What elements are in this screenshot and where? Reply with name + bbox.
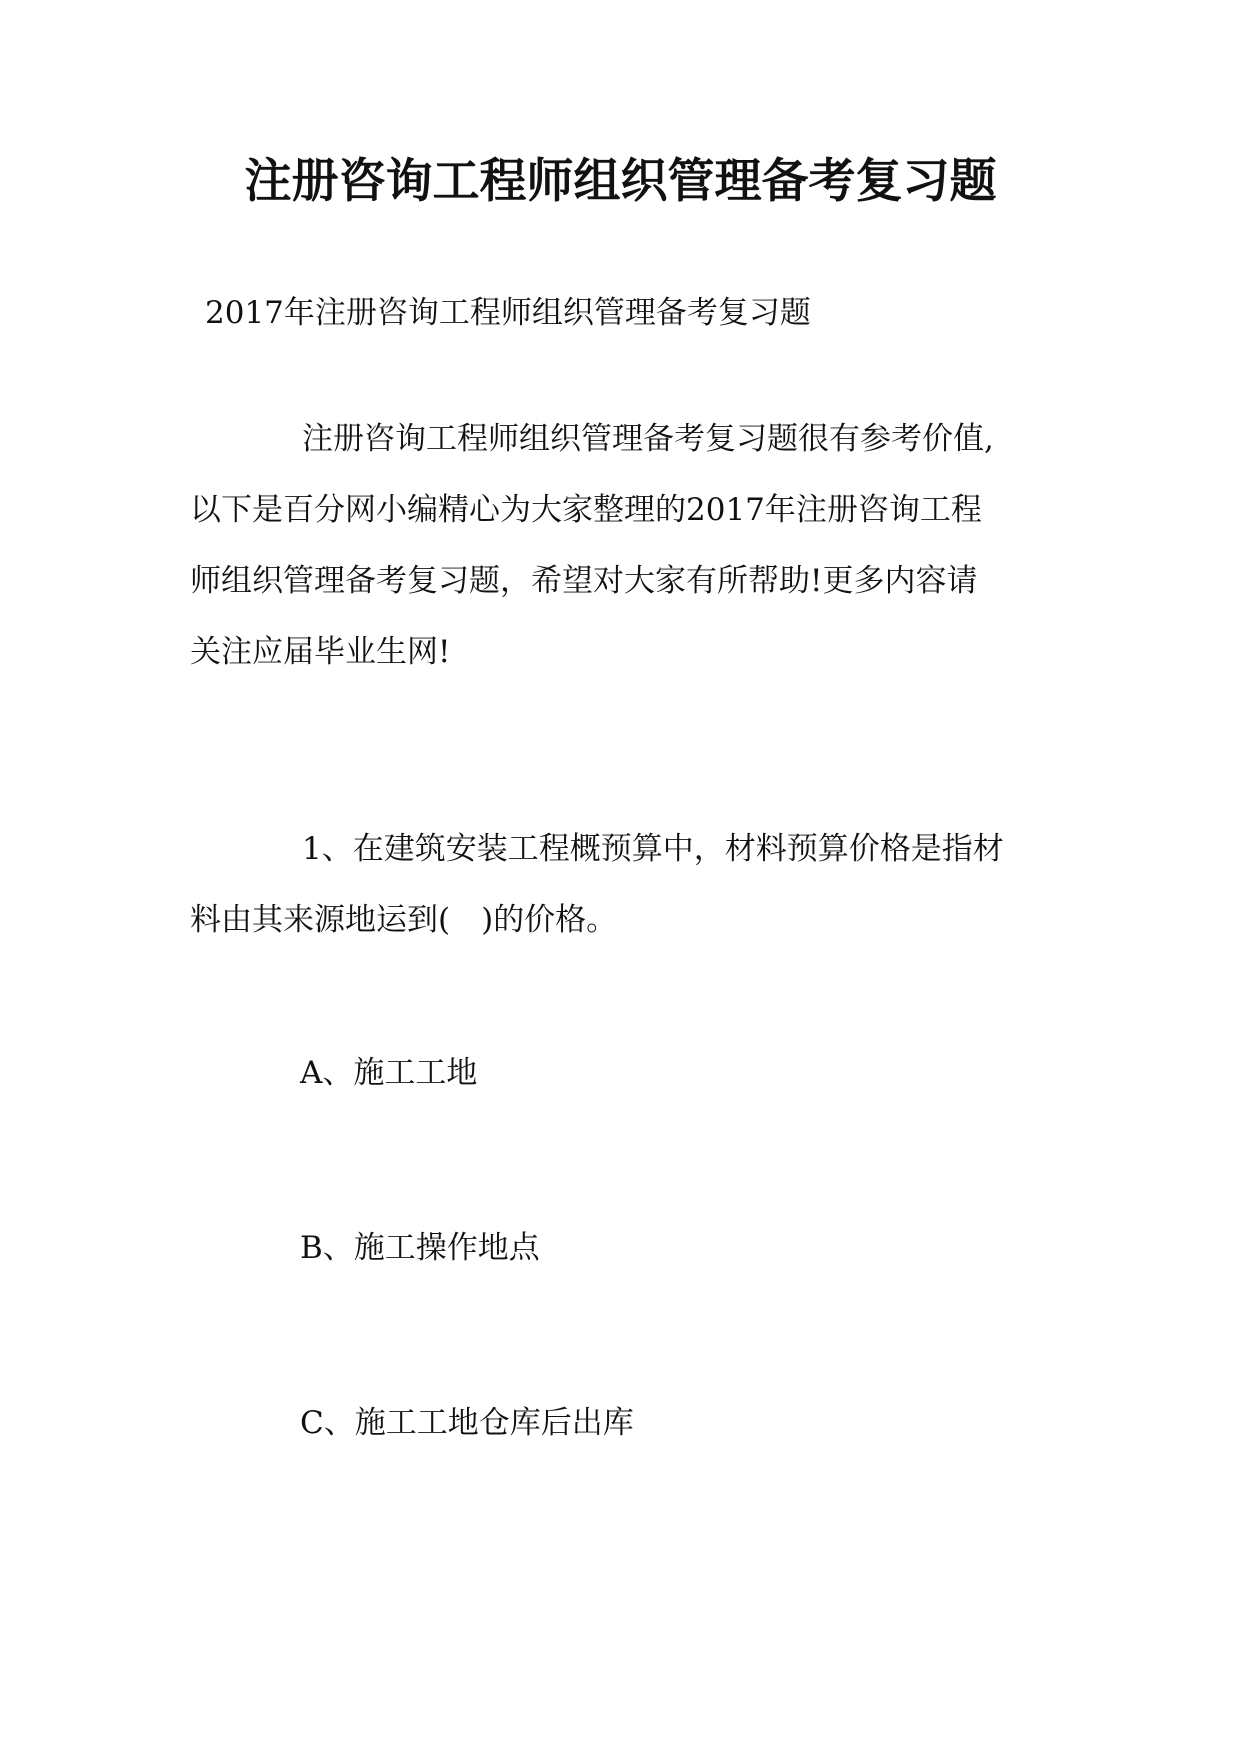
- option-b: B、施工操作地点: [300, 1230, 540, 1266]
- question-line: 料由其来源地运到( )的价格。: [190, 902, 618, 938]
- question-1: [190, 814, 1075, 956]
- option-c: C、施工工地仓库后出库: [300, 1405, 634, 1441]
- option-a: A、施工工地: [300, 1055, 478, 1091]
- intro-paragraph: [190, 404, 1075, 688]
- intro-line: 师组织管理备考复习题，希望对大家有所帮助!更多内容请: [190, 563, 978, 599]
- intro-line: 注册咨询工程师组织管理备考复习题很有参考价值,: [302, 421, 994, 457]
- document-subtitle: 2017年注册咨询工程师组织管理备考复习题: [205, 295, 811, 331]
- question-line: 1、在建筑安装工程概预算中，材料预算价格是指材: [302, 831, 1004, 867]
- intro-line: 关注应届毕业生网!: [190, 634, 451, 670]
- document-title: 注册咨询工程师组织管理备考复习题: [244, 154, 997, 209]
- intro-line: 以下是百分网小编精心为大家整理的2017年注册咨询工程: [190, 492, 982, 528]
